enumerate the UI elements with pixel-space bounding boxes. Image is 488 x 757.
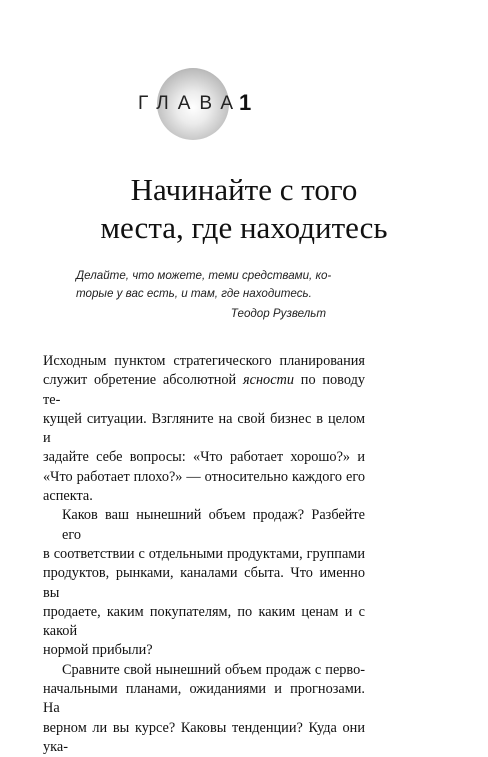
paragraph-3 [43, 661, 365, 757]
paragraph-1-line-1: Исходным пунктом стратегического планирования [43, 353, 365, 369]
paragraph-2-line-4: продаете, каким покупателям, по каким ценам и с какой [43, 603, 365, 640]
text-fragment: по поводу те- [43, 372, 365, 408]
paragraph-2-line-2: в соответствии с отдельными продуктами, группами [43, 545, 365, 562]
chapter-label: ГЛАВА [138, 93, 243, 114]
paragraph-1-line-3: кущей ситуации. Взгляните на свой бизнес в целом и [43, 410, 365, 447]
chapter-title-line-1: Начинайте с того [130, 172, 358, 207]
chapter-number: 1 [239, 90, 252, 115]
paragraph-3-line-3: верном ли вы курсе? Каковы тенденции? Куда они ука- [43, 719, 365, 755]
paragraph-1-line-5: «Что работает плохо?» — относительно каждого его [43, 468, 365, 485]
paragraph-3-line-1: Сравните свой нынешний объем продаж с перво- [62, 661, 365, 678]
chapter-title [0, 171, 488, 247]
emphasis-clarity: ясности [242, 372, 295, 389]
paragraph-1 [43, 352, 365, 506]
paragraph-1-line-2 [43, 371, 365, 410]
chapter-header [0, 60, 488, 150]
paragraph-1-line-4: задайте себе вопросы: «Что работает хорошо?» и [43, 449, 365, 466]
body-text [43, 352, 365, 757]
paragraph-1-line-6: аспекта. [43, 488, 93, 505]
paragraph-2-line-5: нормой прибыли? [43, 642, 153, 659]
text-fragment: служит обретение абсолютной [43, 372, 243, 389]
paragraph-2-line-3: продуктов, рынками, каналами сбыта. Что именно вы [43, 565, 365, 601]
epigraph-author: Теодор Рузвельт [230, 307, 326, 320]
epigraph-quote-line-2: торые у вас есть, и там, где находитесь. [76, 287, 312, 300]
epigraph [76, 267, 332, 323]
paragraph-2 [43, 506, 365, 660]
paragraph-3-line-2: начальными планами, ожиданиями и прогнозами. На [43, 681, 365, 717]
epigraph-quote-line-1: Делайте, что можете, теми средствами, ко- [76, 269, 332, 282]
chapter-title-line-2: места, где находитесь [100, 210, 388, 245]
paragraph-2-line-1: Каков ваш нынешний объем продаж? Разбейте его [62, 507, 365, 543]
